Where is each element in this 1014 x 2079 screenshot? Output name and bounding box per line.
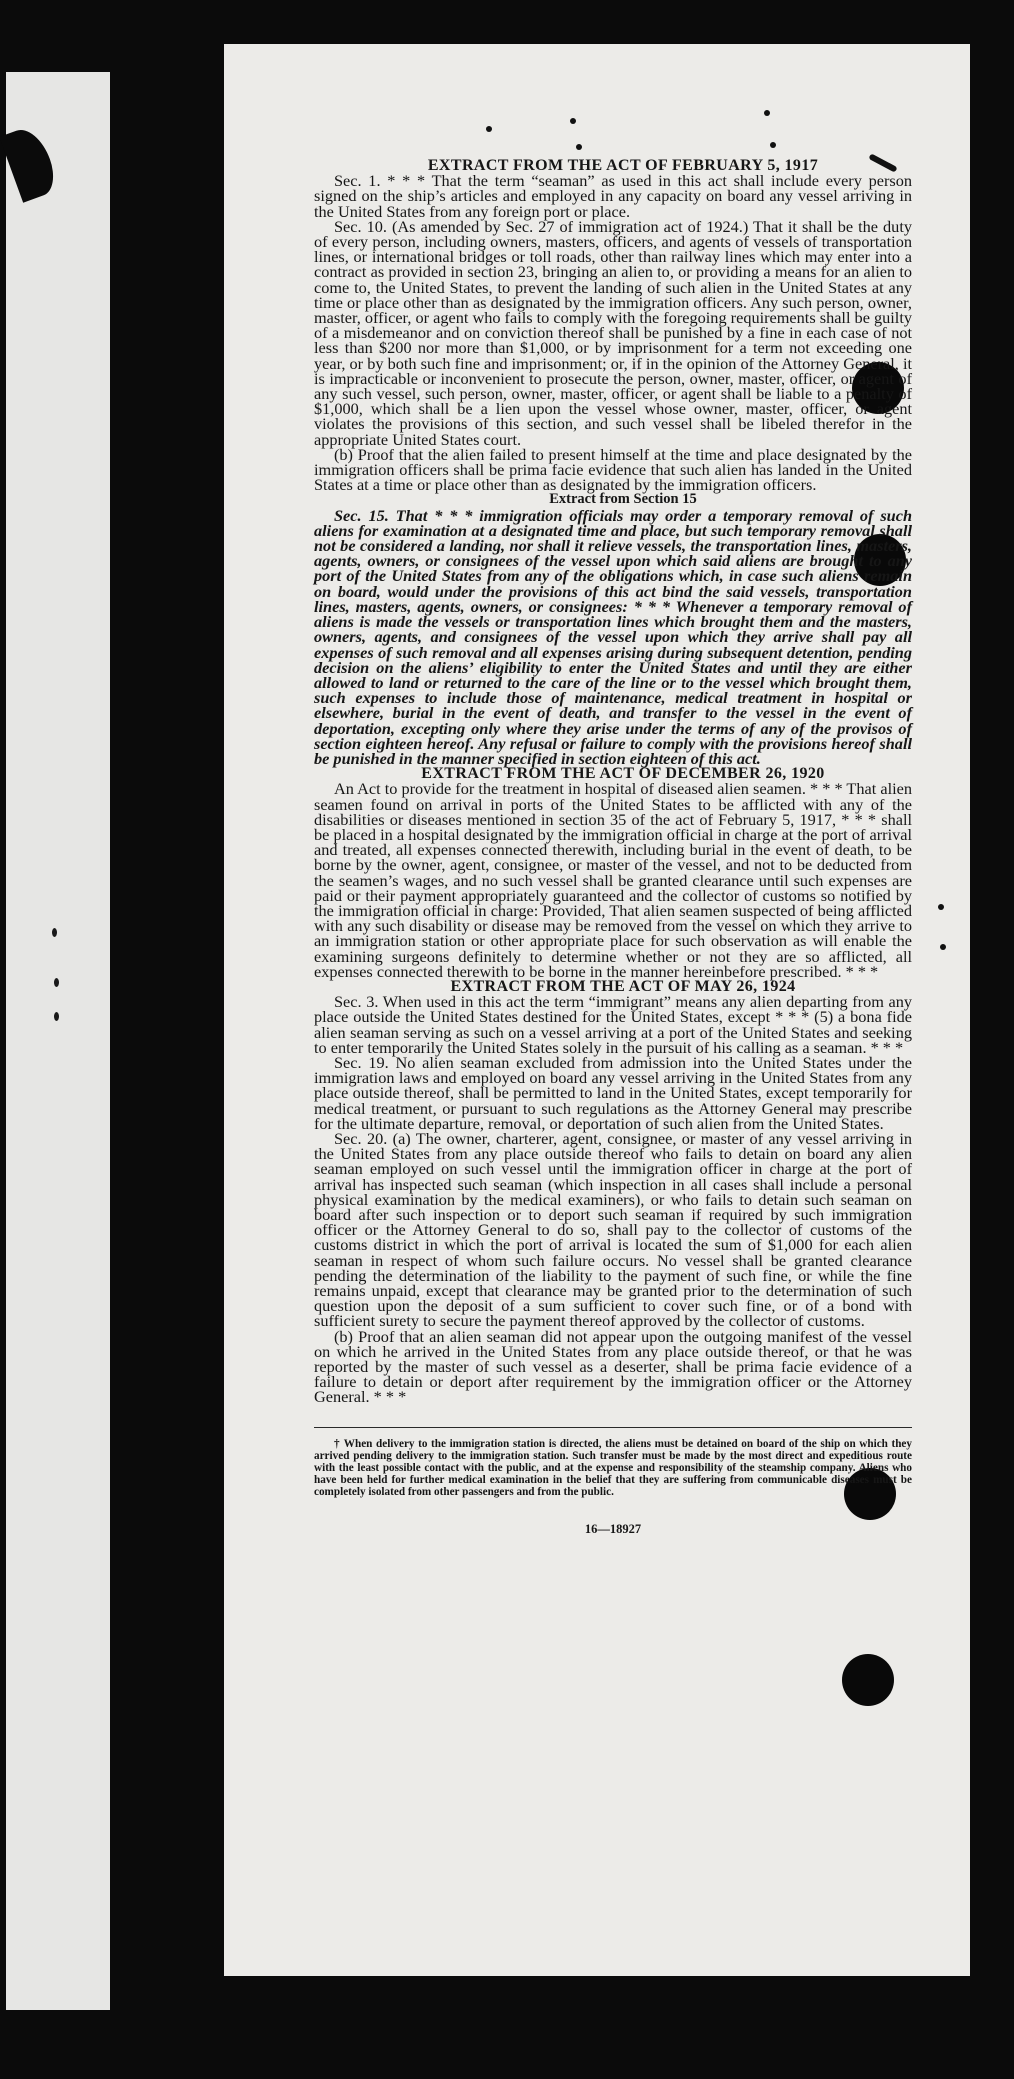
heading-act-1917: EXTRACT FROM THE ACT OF FEBRUARY 5, 1917: [427, 157, 819, 174]
footnote: † When delivery to the immigration station is directed, the aliens must be detained on board of the ship on which they arrived pending delivery to the immigration station. Such transfer must be made by the most direct and expeditious route with the least possible contact with the public, and at the expense and responsibility of the steamship company. Aliens who have been held for further medical examination in the belief that they are suffering from communicable diseases must be completely isolated from other passengers and from the public.: [314, 1437, 912, 1498]
paragraph-sec-1: Sec. 1. * * * That the term “seaman” as used in this act shall include every person signed on the ship’s articles and employed in any capacity on board any vessel arriving in the United States from any foreign port or place.: [314, 171, 912, 221]
heading-section-15: Extract from Section 15: [549, 491, 697, 508]
paper-speck: [770, 142, 776, 148]
footnote-divider: [314, 1427, 912, 1428]
paragraph-sec-20b: (b) Proof that an alien seaman did not appear upon the outgoing manifest of the vessel on which he arrived in the United States from any place outside thereof, or that he was reported by the master of such vessel as a deserter, shall be prima facie evidence of a failure to detain or deport after requirement by the immigration officer or the Attorney General. * * *: [314, 1326, 912, 1407]
paragraph-sec-10b: (b) Proof that the alien failed to present himself at the time and place designated by the immigration officers shall be prima facie evidence that such alien has landed in the United States at a time or place other than as designated by the immigration officers.: [314, 444, 912, 495]
paragraph-sec-15: Sec. 15. That * * * immigration officials may order a temporary removal of such aliens for examination at a designated time and place, but such temporary removal shall not be considered a landing, nor shall it relieve vessels, the transportation lines, masters, agents, owners, or consignees of the vessel upon which said aliens are brought to any port of the United States from any of the obligations which, in case such aliens remain on board, would under the provisions of this act bind the said vessels, transportation lines, masters, agents, owners, or consignees: * * * Whenever a temporary removal of aliens is made the vessels or transportation lines which brought them and the masters, owners, agents, and consignees of the vessel upon which they arrive shall pay all expenses of such removal and all expenses arising during subsequent detention, pending decision on the aliens’ eligibility to enter the United States and until they are either allowed to land or returned to the care of the line or to the vessel which brought them, such expenses to include those of maintenance, medical treatment in hospital or elsewhere, burial in the event of death, and transfer to the vessel in the event of deportation, excepting only where they arise under the terms of any of the provisos of section eighteen hereof. Any refusal or failure to comply with the provisions hereof shall be punished in the manner specified in section eighteen of this act.: [314, 505, 912, 768]
paragraph-act-1920: An Act to provide for the treatment in hospital of diseased alien seamen. * * * That alien seamen found on arrival in ports of the United States to be afflicted with any of the disabilities or diseases mentioned in section 35 of the act of February 5, 1917, * * * shall be placed in a hospital designated by the immigration official in charge at the port of arrival and treated, all expenses connected therewith, including burial in the event of death, to be borne by the owner, agent, consignee, or master of the vessel, and not to be deducted from the seamen’s wages, and no such vessel shall be granted clearance until such expenses are paid or their payment appropriately guaranteed and the collector of customs so notified by the immigration official in charge: Provided, That alien seamen suspected of being afflicted with any such disability or disease may be removed from the vessel on which they arrive to an immigration station or other appropriate place for such observation as will enable the examining surgeons definitely to determine whether or not they are so afflicted, all expenses connected therewith to be borne in the manner hereinbefore prescribed. * * *: [314, 779, 912, 981]
strip-speck: [52, 928, 57, 937]
heading-act-1924: EXTRACT FROM THE ACT OF MAY 26, 1924: [450, 977, 796, 995]
paper-speck: [486, 126, 492, 132]
document-page: [224, 44, 970, 1976]
paragraph-sec-10: Sec. 10. (As amended by Sec. 27 of immigration act of 1924.) That it shall be the duty of every person, including owners, masters, officers, and agents of vessels of transportation lines, or international bridges or toll roads, other than railway lines which may enter into a contract as provided in section 23, bringing an alien to, or providing a means for an alien to come to, the United States, to prevent the landing of such alien in the United States at any time or place other than as designated by the immigration officers. Any such person, owner, master, officer, or agent who fails to comply with the foregoing requirements shall be guilty of a misdemeanor and on conviction thereof shall be punished by a fine in each case of not less than $200 nor more than $1,000, or by imprisonment for a term not exceeding one year, or by both such fine and imprisonment; or, if in the opinion of the Attorney General, it is impracticable or inconvenient to prosecute the person, owner, master, officer, or agent of any such vessel, such person, owner, master, officer, or agent shall be liable to a penalty of $1,000, which shall be a lien upon the vessel whose owner, master, officer, or agent violates the provisions of this section, and such vessel shall be libeled therefor in the appropriate United States court.: [314, 216, 912, 449]
paper-speck: [940, 944, 946, 950]
paragraph-sec-19: Sec. 19. No alien seaman excluded from admission into the United States under the immigration laws and employed on board any vessel arriving in the United States from any place outside thereof, shall be permitted to land in the United States, except temporarily for medical treatment, or pursuant to such regulations as the Attorney General may prescribe for the ultimate departure, removal, or deportation of such alien from the United States.: [314, 1052, 912, 1133]
strip-speck: [54, 978, 59, 987]
punch-hole: [842, 1654, 894, 1706]
paper-speck: [764, 110, 770, 116]
paper-speck: [576, 144, 582, 150]
paper-speck: [938, 904, 944, 910]
page-number: 16—18927: [584, 1521, 642, 1536]
left-paper-strip: [6, 72, 110, 2010]
document-body: [314, 158, 912, 1537]
paragraph-sec-3: Sec. 3. When used in this act the term “immigrant” means any alien departing from any place outside the United States destined for the United States, except * * * (5) a bona fide alien seaman serving as such on a vessel arriving at a port of the United States and seeking to enter temporarily the United States solely in the pursuit of his calling as a seaman. * * *: [314, 992, 912, 1057]
torn-corner: [0, 123, 61, 202]
strip-speck: [54, 1012, 59, 1021]
heading-act-1920: EXTRACT FROM THE ACT OF DECEMBER 26, 1920: [421, 765, 825, 783]
paper-speck: [570, 118, 576, 124]
paragraph-sec-20a: Sec. 20. (a) The owner, charterer, agent, consignee, or master of any vessel arriving in the United States from any place outside thereof who fails to detain on board any alien seaman employed on such vessel until the immigration officer in charge at the port of arrival has inspected such seaman (which inspection in all cases shall include a personal physical examination by the medical examiners), or who fails to detain such seaman on board after such inspection or to deport such seaman if required by such immigration officer or the Attorney General to do so, shall pay to the collector of customs of the customs district in which the port of arrival is located the sum of $1,000 for each alien seaman in respect of whom such failure occurs. No vessel shall be granted clearance pending the determination of the liability to the payment of such fine, or while the fine remains unpaid, except that clearance may be granted prior to the determination of such question upon the deposit of a sum sufficient to cover such fine, or of a bond with sufficient surety to secure the payment thereof approved by the collector of customs.: [314, 1129, 912, 1331]
